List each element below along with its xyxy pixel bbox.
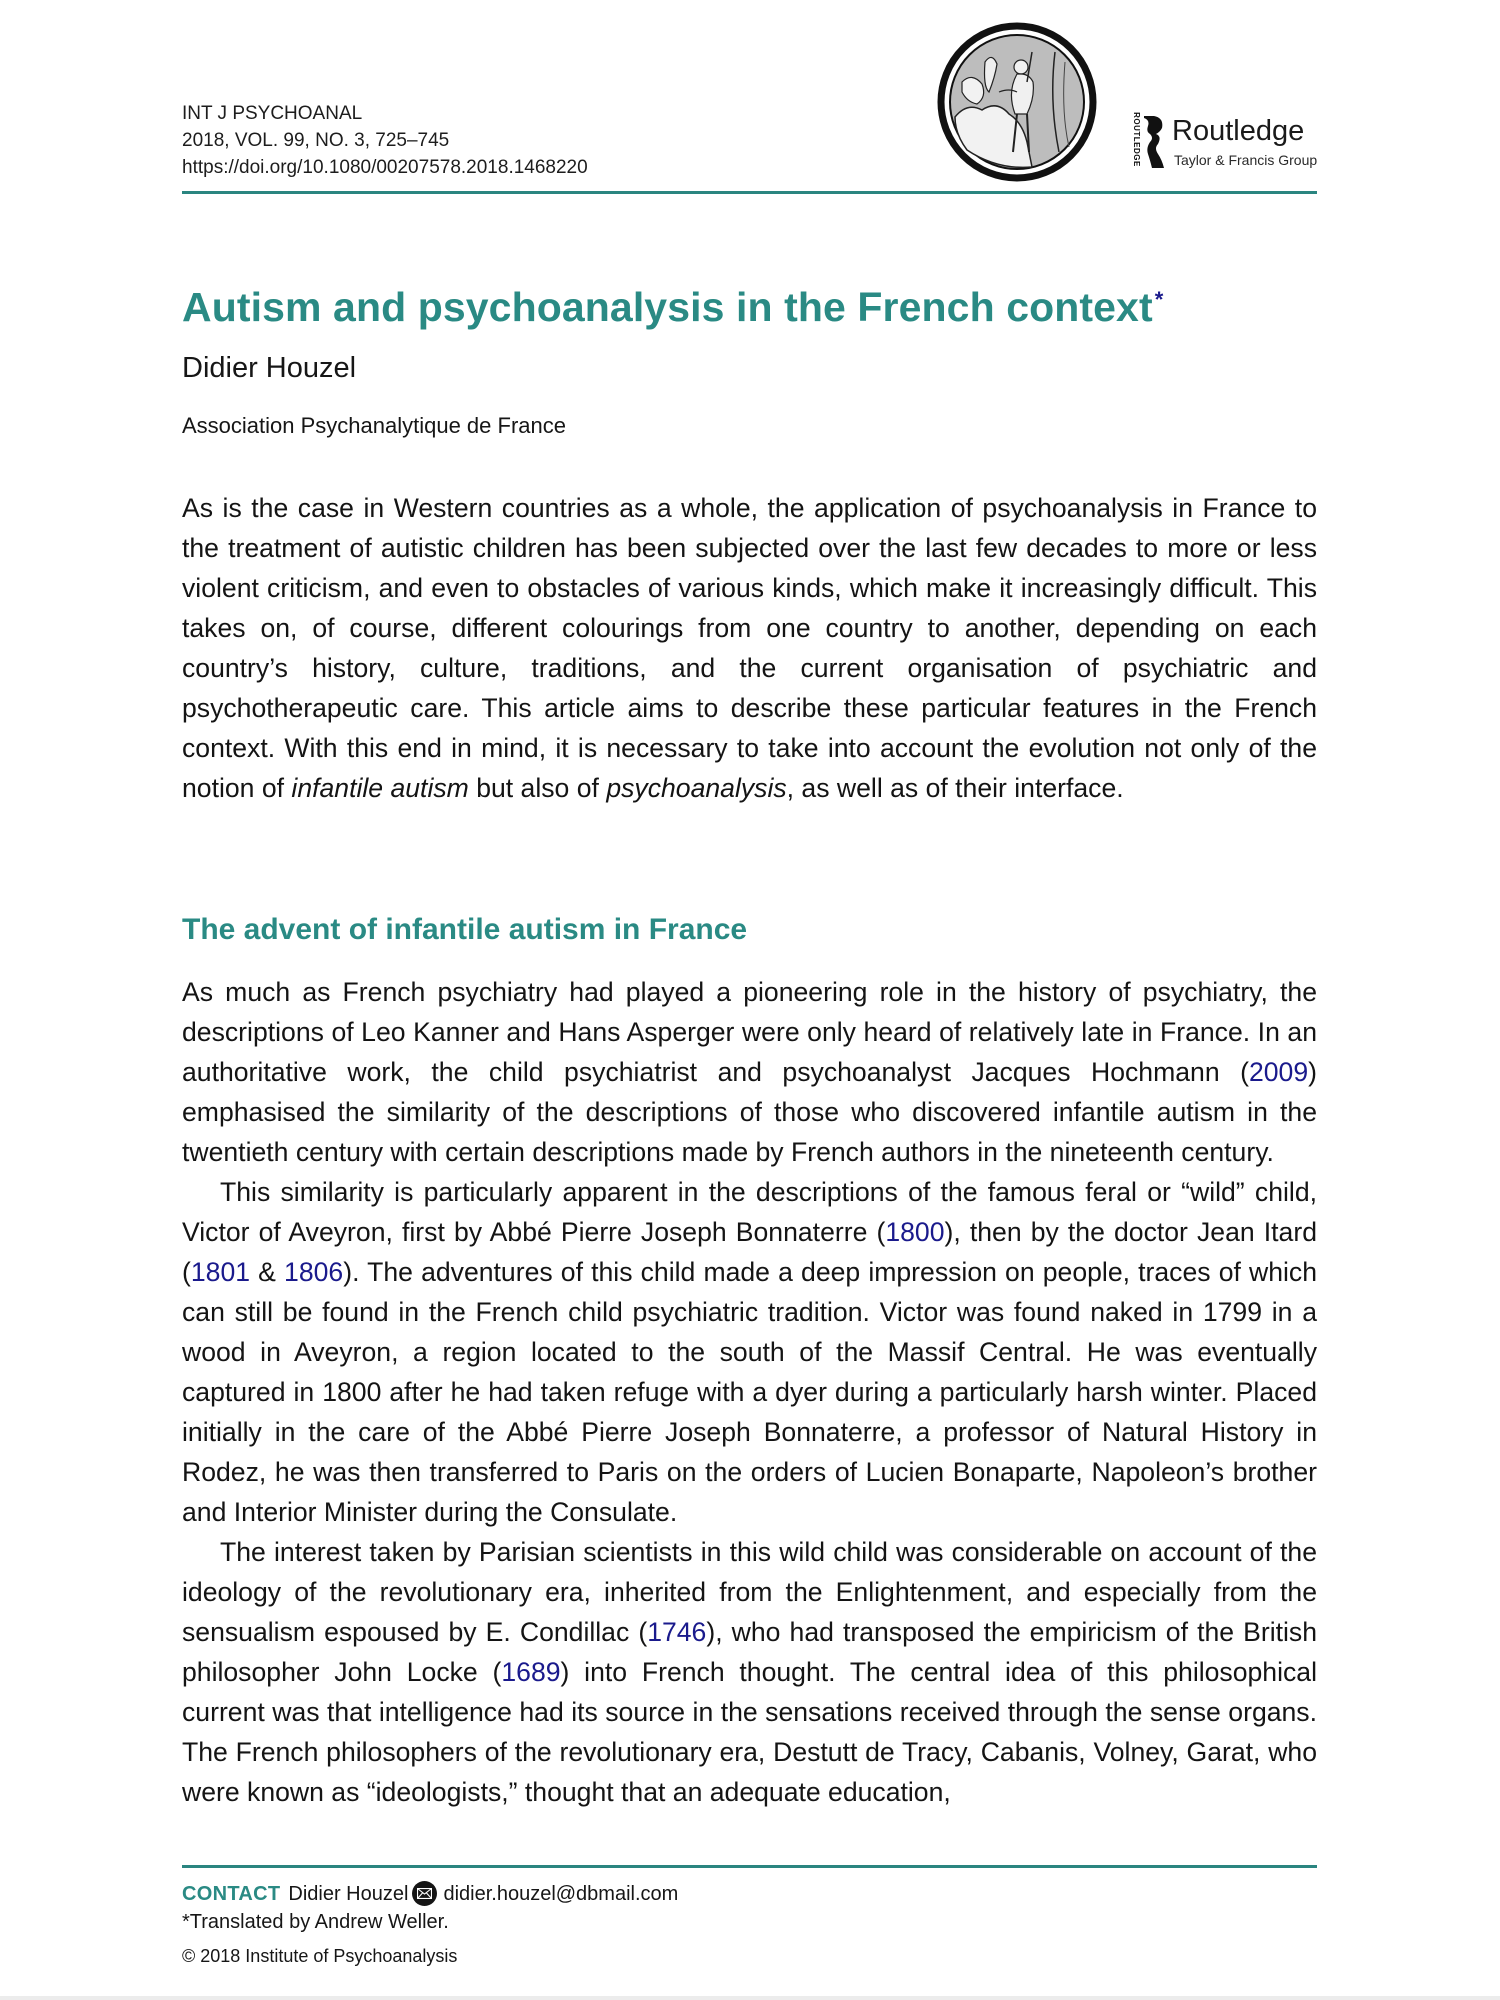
paragraph-text: As much as French psychiatry had played a pioneering role in the history of psychiatry, the descriptions of Leo Kanner and Hans Asperger were only heard of relatively late in France. In an authoritative work, the child psychiatrist and psychoanalyst Jacques Hochmann ( [182, 977, 1317, 1087]
footnotes [182, 1880, 678, 1970]
paragraph-text: ) into French thought. The central idea of this philosophical current was that intelligence had its source in the sensations received through the sense organs. The French philosophers of the revolutionary era, Destutt de Tracy, Cabanis, Volney, Garat, who were known as “ideologists,” thought that an adequate education, [182, 1657, 1317, 1807]
contact-line [182, 1880, 678, 1908]
abstract-text: As is the case in Western countries as a whole, the application of psychoanalysis in France to the treatment of autistic children has been subjected over the last few decades to more or less violent criticism, and even to obstacles of various kinds, which make it increasingly difficult. This takes on, of course, different colourings from one country to another, depending on each country’s history, culture, traditions, and the current organisation of psychiatric and psychotherapeutic care. This article aims to describe these particular features in the French context. With this end in mind, it is necessary to take into account the evolution not only of the notion of [182, 493, 1317, 803]
citation-link[interactable]: 1689 [501, 1657, 561, 1687]
abstract-paragraph [182, 488, 1317, 808]
citation-link[interactable]: 2009 [1248, 1057, 1309, 1087]
paragraph-text: ), who had transposed the empiricism of the British philosopher John Locke ( [182, 1617, 1317, 1687]
paragraph-text: ), then by the doctor Jean Itard ( [182, 1217, 1317, 1287]
header-divider [182, 191, 1317, 194]
citation-link[interactable]: 1806 [284, 1257, 344, 1287]
copyright-notice: © 2018 Institute of Psychoanalysis [182, 1946, 458, 1966]
footer-divider [182, 1865, 1317, 1868]
section-body [182, 972, 1317, 1812]
paragraph-text: & [250, 1257, 285, 1287]
paragraph-text: ). The adventures of this child made a deep impression on people, traces of which can still be found in the French child psychiatric tradition. Victor was found naked in 1799 in a wood in Aveyron, a region located to the south of the Massif Central. He was eventually captured in 1800 after he had taken refuge with a dyer during a particularly harsh winter. Placed initially in the care of the Abbé Pierre Joseph Bonnaterre, a professor of Natural History in Rodez, he was then transferred to Paris on the orders of Lucien Bonaparte, Napoleon’s brother and Interior Minister during the Consulate. [182, 1257, 1317, 1527]
contact-email-link[interactable]: didier.houzel@dbmail.com [443, 1883, 679, 1905]
doi-link[interactable]: https://doi.org/10.1080/00207578.2018.1468220 [182, 157, 588, 178]
journal-seal-icon [937, 22, 1097, 182]
abstract-text: , as well as of their interface. [786, 773, 1124, 803]
body-paragraph [182, 1532, 1317, 1812]
contact-name: Didier Houzel [288, 1883, 409, 1905]
page-edge [0, 1996, 1500, 2000]
publisher-group: Taylor & Francis Group [1174, 152, 1318, 168]
title-footnote-marker[interactable]: * [1154, 287, 1164, 312]
envelope-icon [412, 1881, 437, 1906]
section-heading: The advent of infantile autism in France [182, 913, 748, 946]
author-affiliation: Association Psychanalytique de France [182, 413, 566, 438]
body-paragraph [182, 972, 1317, 1172]
publisher-spine-text: ROUTLEDGE [1131, 112, 1141, 167]
routledge-r-profile-icon [1142, 114, 1166, 168]
volume-info: 2018, VOL. 99, NO. 3, 725–745 [182, 130, 450, 151]
abstract-italic-term: infantile autism [291, 773, 469, 803]
citation-link[interactable]: 1800 [885, 1217, 945, 1247]
body-paragraph [182, 1172, 1317, 1532]
article-title-text: Autism and psychoanalysis in the French context [182, 284, 1153, 330]
citation-link[interactable]: 1801 [190, 1257, 251, 1287]
abstract-italic-term: psychoanalysis [606, 773, 787, 803]
journal-header [182, 100, 588, 181]
citation-link[interactable]: 1746 [647, 1617, 707, 1647]
publisher-name: Routledge [1172, 115, 1305, 147]
paragraph-text: The interest taken by Parisian scientists in this wild child was considerable on account of the ideology of the revolutionary era, inherited from the Enlightenment, and especially from the sensualism espoused by E. Condillac ( [182, 1537, 1317, 1647]
author-name: Didier Houzel [182, 352, 357, 384]
paragraph-text: ) emphasised the similarity of the descriptions of those who discovered infantile autism in the twentieth century with certain descriptions made by French authors in the nineteenth century. [182, 1057, 1317, 1167]
abstract-text: but also of [468, 773, 607, 803]
abstract [182, 488, 1317, 808]
contact-label: CONTACT [182, 1883, 281, 1905]
translation-note: *Translated by Andrew Weller. [182, 1911, 449, 1933]
journal-abbreviation: INT J PSYCHOANAL [182, 103, 363, 124]
article-title [182, 282, 1163, 339]
publisher-logo [1128, 112, 1328, 172]
paragraph-text: This similarity is particularly apparent in the descriptions of the famous feral or “wild” child, Victor of Aveyron, first by Abbé Pierre Joseph Bonnaterre ( [182, 1177, 1317, 1247]
